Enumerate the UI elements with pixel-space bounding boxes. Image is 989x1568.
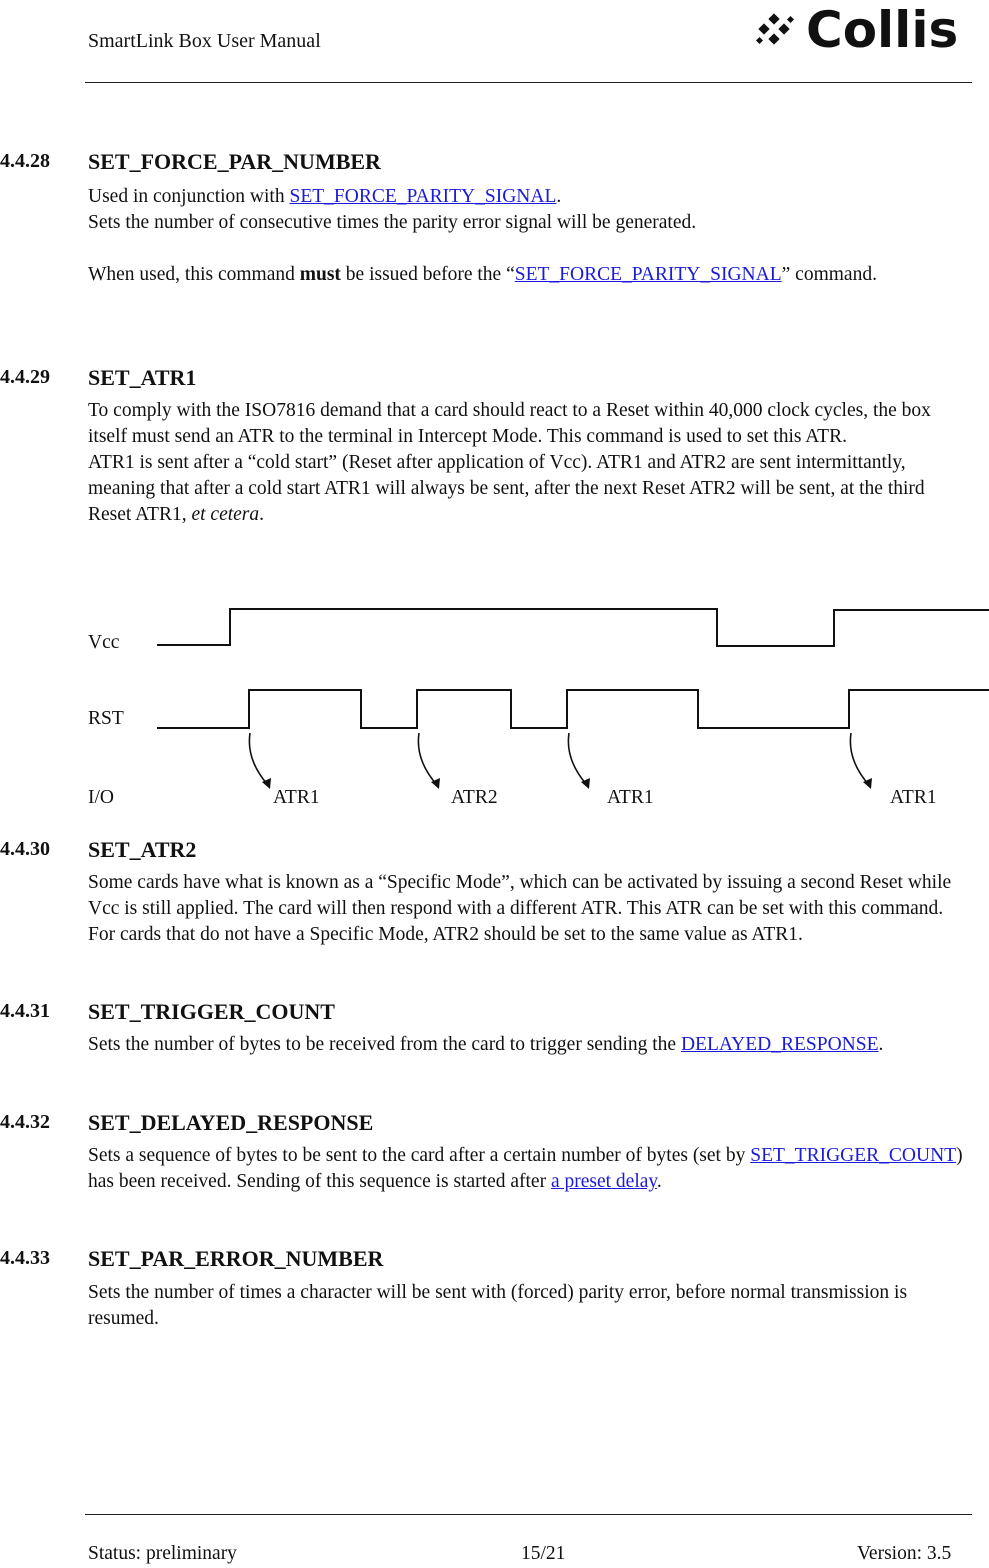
paragraph bbox=[88, 1143, 968, 1195]
section-title: SET_ATR2 bbox=[88, 837, 197, 862]
section-number: 4.4.29 bbox=[0, 366, 50, 388]
section-number: 4.4.28 bbox=[0, 150, 50, 172]
arrow-2 bbox=[418, 733, 437, 785]
text: . bbox=[878, 1034, 884, 1055]
atr-label: ATR1 bbox=[607, 787, 654, 808]
signal-label-rst: RST bbox=[88, 708, 124, 729]
header-rule bbox=[85, 82, 972, 83]
arrow-heads bbox=[262, 778, 872, 789]
text: Some cards have what is known as a “Specific Mode”, which can be activated by issuing a second Reset while Vcc is still applied. The card will then respond with a different ATR. This ATR can be set with this command. bbox=[88, 872, 952, 919]
text: ) has been received. Sending of this sequence is started after bbox=[88, 1145, 963, 1192]
paragraph bbox=[88, 398, 968, 528]
text: . bbox=[656, 1171, 662, 1192]
paragraph bbox=[88, 262, 968, 288]
footer-version: Version: 3.5 bbox=[857, 1543, 952, 1564]
link-set-force-parity-signal[interactable]: SET_FORCE_PARITY_SIGNAL bbox=[289, 186, 557, 207]
section-title: SET_PAR_ERROR_NUMBER bbox=[88, 1246, 384, 1271]
section-number: 4.4.32 bbox=[0, 1111, 50, 1133]
text: Sets the number of bytes to be received from the card to trigger sending the bbox=[88, 1034, 681, 1055]
atr-label: ATR1 bbox=[890, 787, 937, 808]
text: . bbox=[556, 186, 562, 207]
text: For cards that do not have a Specific Mode, ATR2 should be set to the same value as ATR1. bbox=[88, 924, 803, 945]
text: Sets the number of consecutive times the parity error signal will be generated. bbox=[88, 212, 697, 233]
link-set-trigger-count[interactable]: SET_TRIGGER_COUNT bbox=[750, 1145, 957, 1166]
atr-label: ATR2 bbox=[451, 787, 498, 808]
section-number: 4.4.31 bbox=[0, 1000, 50, 1022]
section-title: SET_TRIGGER_COUNT bbox=[88, 999, 335, 1024]
vcc-waveform bbox=[157, 609, 989, 646]
paragraph bbox=[88, 1032, 968, 1058]
text: Sets a sequence of bytes to be sent to the card after a certain number of bytes (set by bbox=[88, 1145, 751, 1166]
signal-label-io: I/O bbox=[88, 787, 114, 808]
logo-text: Collis bbox=[806, 1, 959, 59]
section-title: SET_FORCE_PAR_NUMBER bbox=[88, 149, 381, 174]
section-title: SET_DELAYED_RESPONSE bbox=[88, 1110, 374, 1135]
timing-diagram-svg bbox=[0, 590, 989, 820]
timing-diagram bbox=[0, 590, 989, 820]
paragraph bbox=[88, 184, 968, 236]
section-number: 4.4.33 bbox=[0, 1247, 50, 1269]
arrow-1 bbox=[249, 733, 268, 785]
italic-text: et cetera bbox=[191, 504, 260, 525]
text: ” command. bbox=[781, 264, 877, 285]
text: be issued before the “ bbox=[340, 264, 515, 285]
header-title: SmartLink Box User Manual bbox=[88, 30, 321, 52]
text: To comply with the ISO7816 demand that a card should react to a Reset within 40,000 clock cycles, the box itself must send an ATR to the terminal in Intercept Mode. This command is used to set this ATR. bbox=[88, 400, 931, 447]
footer-status: Status: preliminary bbox=[88, 1543, 237, 1564]
text: Used in conjunction with bbox=[88, 186, 290, 207]
section-number: 4.4.30 bbox=[0, 838, 50, 860]
link-set-force-parity-signal[interactable]: SET_FORCE_PARITY_SIGNAL bbox=[514, 264, 782, 285]
paragraph bbox=[88, 870, 968, 948]
text: . bbox=[259, 504, 265, 525]
link-delayed-response[interactable]: DELAYED_RESPONSE bbox=[680, 1034, 879, 1055]
logo-diamond-icon bbox=[752, 12, 802, 52]
link-preset-delay[interactable]: a preset delay bbox=[550, 1171, 657, 1192]
footer-rule bbox=[85, 1514, 972, 1515]
arrow-4 bbox=[850, 733, 869, 785]
bold-text: must bbox=[299, 264, 341, 285]
footer-page-number: 15/21 bbox=[521, 1543, 566, 1564]
text: Sets the number of times a character will be sent with (forced) parity error, before normal transmission is resumed. bbox=[88, 1282, 908, 1329]
paragraph bbox=[88, 1280, 968, 1332]
arrow-3 bbox=[568, 733, 587, 785]
rst-waveform bbox=[157, 690, 989, 728]
atr-label: ATR1 bbox=[273, 787, 320, 808]
collis-logo bbox=[752, 1, 977, 59]
text: ATR1 is sent after a “cold start” (Reset after application of Vcc). ATR1 and ATR2 are sent intermittantly, meaning that after a cold start ATR1 will always be sent, after the next Reset ATR2 will be sent, at the third Reset ATR1, bbox=[88, 452, 925, 525]
section-title: SET_ATR1 bbox=[88, 365, 197, 390]
text: When used, this command bbox=[88, 264, 300, 285]
atr-arrows bbox=[249, 733, 869, 785]
signal-label-vcc: Vcc bbox=[88, 632, 120, 653]
